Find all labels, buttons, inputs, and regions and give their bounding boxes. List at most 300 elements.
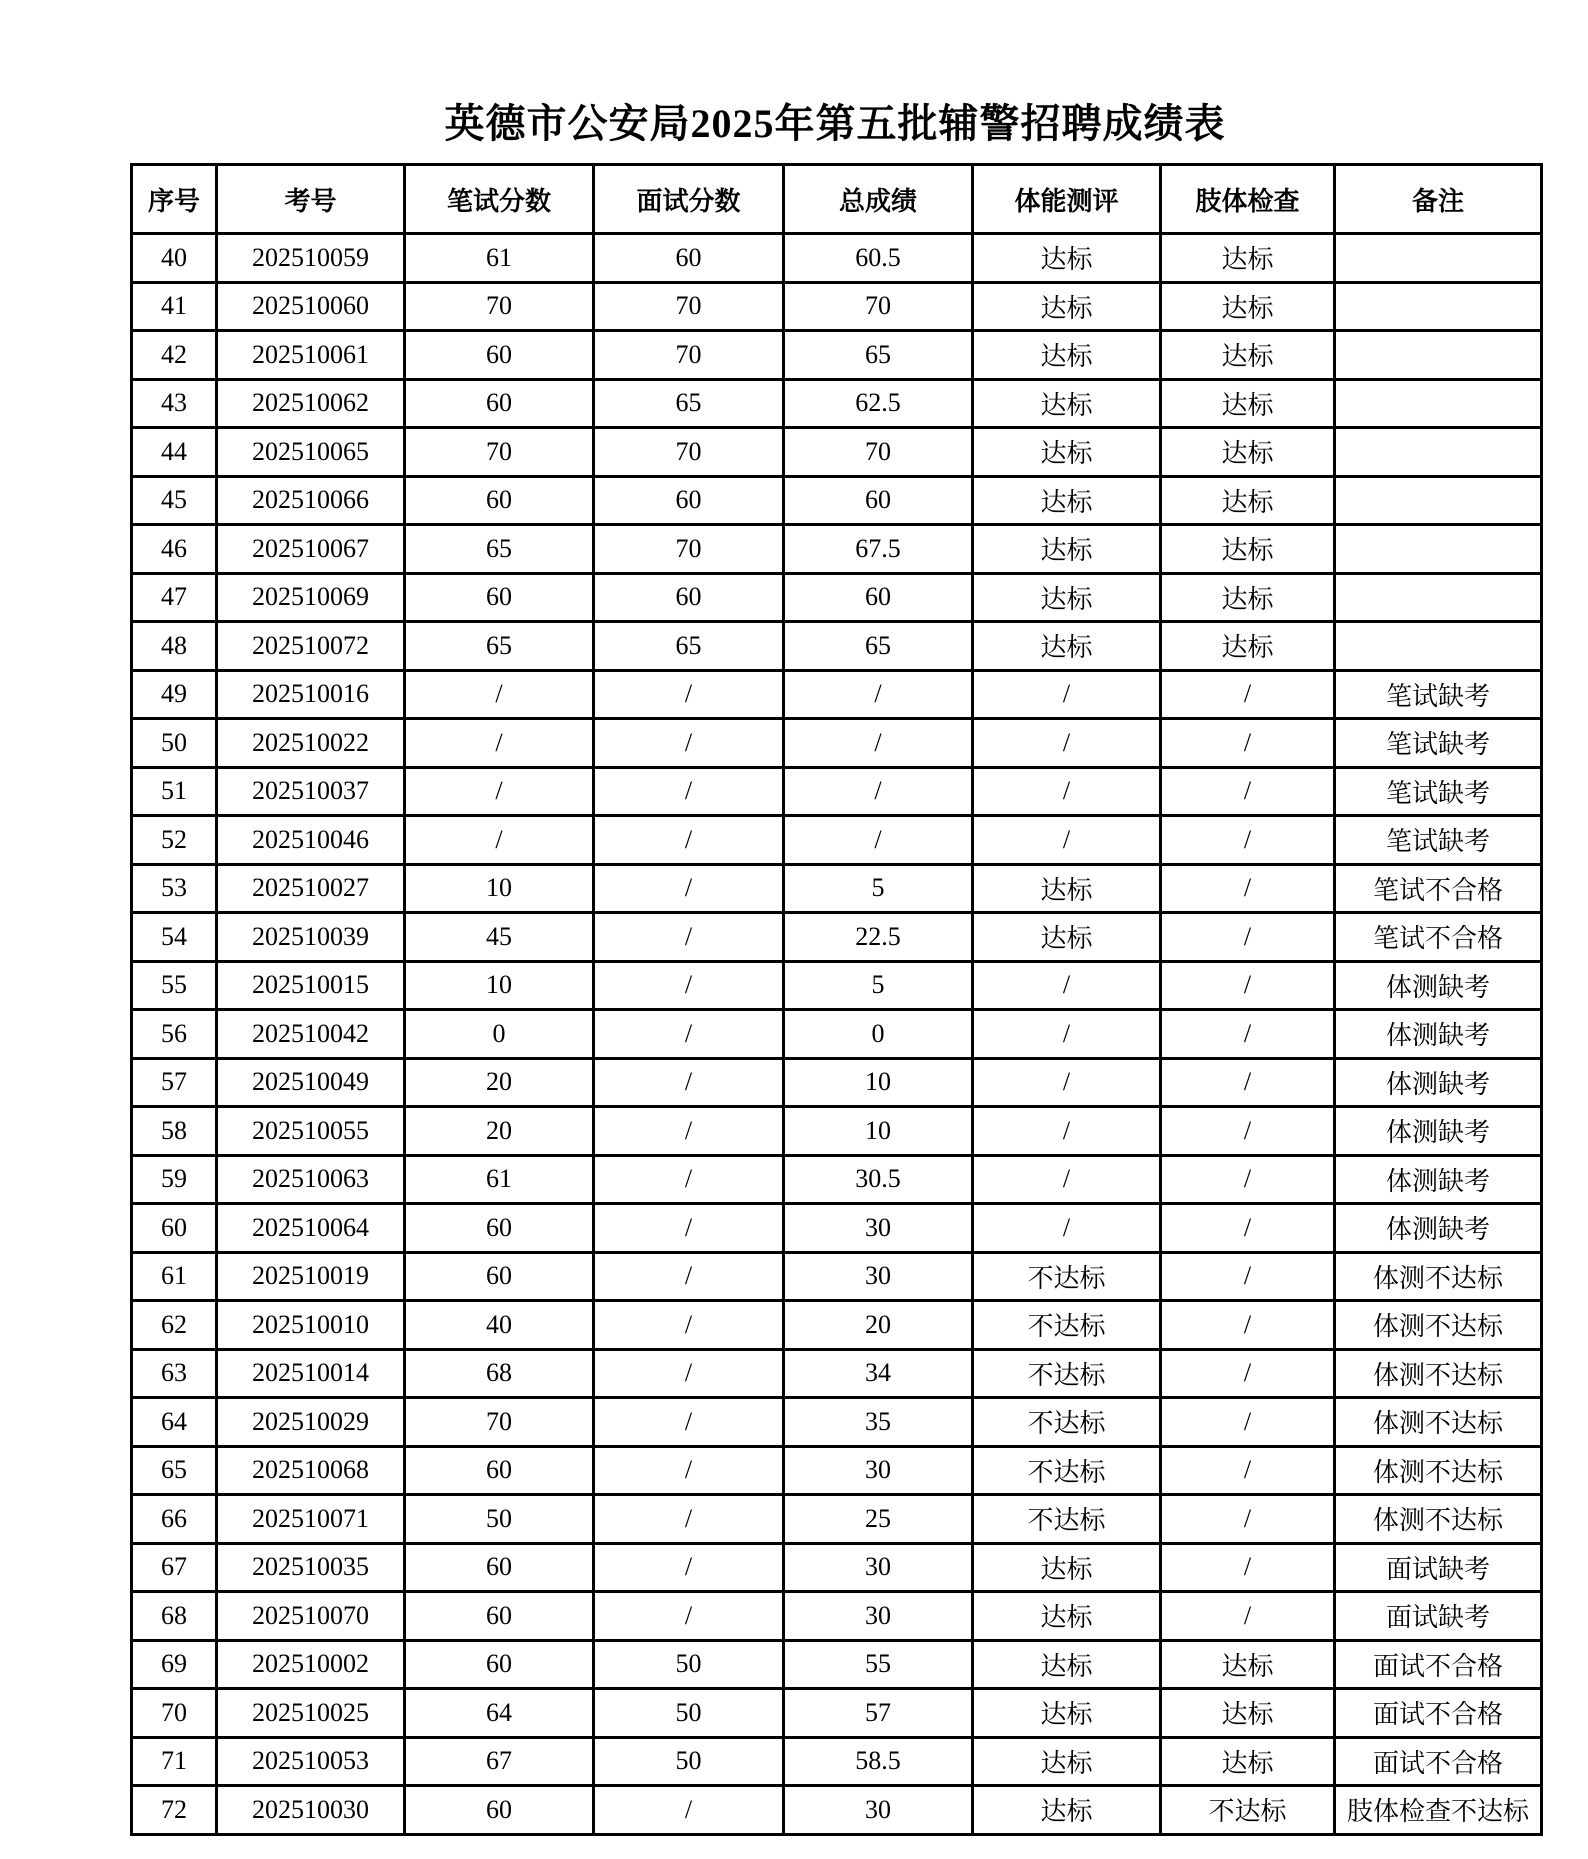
- cell: 202510061: [217, 331, 405, 380]
- cell: 69: [132, 1640, 217, 1689]
- page-title: 英德市公安局2025年第五批辅警招聘成绩表: [444, 101, 1226, 146]
- cell: 65: [405, 525, 594, 574]
- cell: 30: [784, 1252, 973, 1301]
- cell: 49: [132, 670, 217, 719]
- cell: /: [973, 670, 1161, 719]
- cell: 10: [405, 961, 594, 1010]
- cell: 达标: [1161, 234, 1335, 283]
- cell: 肢体检查不达标: [1335, 1786, 1542, 1835]
- cell: 60: [594, 476, 784, 525]
- cell: 202510070: [217, 1592, 405, 1641]
- cell: 不达标: [1161, 1786, 1335, 1835]
- cell: 不达标: [973, 1398, 1161, 1447]
- cell: 56: [132, 1010, 217, 1059]
- cell: 达标: [973, 1640, 1161, 1689]
- table-header: [132, 165, 1542, 234]
- table-row: [132, 1349, 1542, 1398]
- cell: 202510046: [217, 816, 405, 865]
- table-row: [132, 331, 1542, 380]
- cell: 笔试不合格: [1335, 913, 1542, 962]
- cell: /: [594, 1495, 784, 1544]
- cell: 50: [405, 1495, 594, 1544]
- cell: /: [973, 767, 1161, 816]
- cell: 70: [594, 525, 784, 574]
- cell: 不达标: [973, 1349, 1161, 1398]
- cell: 62: [132, 1301, 217, 1350]
- cell: 60: [405, 476, 594, 525]
- cell: 体测缺考: [1335, 1010, 1542, 1059]
- table-row: [132, 816, 1542, 865]
- header-cell-2: 笔试分数: [405, 165, 594, 234]
- cell: 67.5: [784, 525, 973, 574]
- cell: 202510025: [217, 1689, 405, 1738]
- cell: 达标: [973, 1737, 1161, 1786]
- cell: /: [594, 1155, 784, 1204]
- cell: 202510062: [217, 379, 405, 428]
- cell: 65: [132, 1446, 217, 1495]
- cell: 体测不达标: [1335, 1446, 1542, 1495]
- cell: 202510019: [217, 1252, 405, 1301]
- cell: 67: [405, 1737, 594, 1786]
- cell: 体测缺考: [1335, 961, 1542, 1010]
- table-row: [132, 670, 1542, 719]
- cell: 60: [405, 573, 594, 622]
- cell: 30.5: [784, 1155, 973, 1204]
- cell: /: [1161, 1446, 1335, 1495]
- cell: 202510069: [217, 573, 405, 622]
- header-cell-0: 序号: [132, 165, 217, 234]
- table-body: [132, 234, 1542, 1835]
- cell: /: [594, 1349, 784, 1398]
- cell: 60: [405, 331, 594, 380]
- cell: 达标: [973, 234, 1161, 283]
- cell: 达标: [1161, 525, 1335, 574]
- cell: 达标: [1161, 476, 1335, 525]
- cell: 50: [594, 1640, 784, 1689]
- cell: /: [1161, 1010, 1335, 1059]
- cell: /: [784, 767, 973, 816]
- cell: 60: [405, 1252, 594, 1301]
- cell: 202510064: [217, 1204, 405, 1253]
- cell: [1335, 331, 1542, 380]
- table-row: [132, 234, 1542, 283]
- table-row: [132, 476, 1542, 525]
- cell: 67: [132, 1543, 217, 1592]
- cell: /: [594, 767, 784, 816]
- cell: 70: [594, 331, 784, 380]
- cell: 45: [405, 913, 594, 962]
- cell: 48: [132, 622, 217, 671]
- table-row: [132, 1640, 1542, 1689]
- cell: 达标: [973, 1543, 1161, 1592]
- cell: /: [973, 1155, 1161, 1204]
- cell: 64: [132, 1398, 217, 1447]
- cell: 202510015: [217, 961, 405, 1010]
- table-row: [132, 1689, 1542, 1738]
- cell: 34: [784, 1349, 973, 1398]
- cell: 笔试缺考: [1335, 816, 1542, 865]
- table-row: [132, 622, 1542, 671]
- cell: 60: [594, 234, 784, 283]
- cell: /: [1161, 1592, 1335, 1641]
- cell: 60: [405, 1592, 594, 1641]
- cell: 达标: [1161, 282, 1335, 331]
- cell: 65: [784, 331, 973, 380]
- table-row: [132, 1543, 1542, 1592]
- cell: 70: [784, 282, 973, 331]
- cell: 46: [132, 525, 217, 574]
- cell: 22.5: [784, 913, 973, 962]
- cell: 达标: [1161, 379, 1335, 428]
- cell: 5: [784, 961, 973, 1010]
- cell: 50: [132, 719, 217, 768]
- cell: 70: [405, 282, 594, 331]
- cell: 60: [405, 1543, 594, 1592]
- table-row: [132, 1398, 1542, 1447]
- cell: 60.5: [784, 234, 973, 283]
- cell: /: [594, 1301, 784, 1350]
- cell: /: [1161, 816, 1335, 865]
- cell: /: [594, 670, 784, 719]
- cell: /: [784, 816, 973, 865]
- cell: /: [594, 1786, 784, 1835]
- cell: 202510035: [217, 1543, 405, 1592]
- cell: 面试不合格: [1335, 1737, 1542, 1786]
- cell: 30: [784, 1543, 973, 1592]
- table-row: [132, 767, 1542, 816]
- cell: 65: [594, 622, 784, 671]
- table-row: [132, 1592, 1542, 1641]
- cell: 55: [132, 961, 217, 1010]
- cell: /: [594, 816, 784, 865]
- cell: 202510068: [217, 1446, 405, 1495]
- cell: /: [594, 1010, 784, 1059]
- cell: /: [1161, 1204, 1335, 1253]
- cell: 61: [405, 234, 594, 283]
- cell: 不达标: [973, 1446, 1161, 1495]
- cell: 202510060: [217, 282, 405, 331]
- table-row: [132, 1495, 1542, 1544]
- cell: 61: [132, 1252, 217, 1301]
- cell: 202510059: [217, 234, 405, 283]
- cell: 达标: [973, 1689, 1161, 1738]
- cell: [1335, 428, 1542, 477]
- cell: /: [1161, 767, 1335, 816]
- cell: 体测不达标: [1335, 1301, 1542, 1350]
- table-row: [132, 1252, 1542, 1301]
- cell: 0: [405, 1010, 594, 1059]
- cell: /: [784, 719, 973, 768]
- cell: 达标: [973, 331, 1161, 380]
- table-row: [132, 1737, 1542, 1786]
- cell: 60: [405, 1204, 594, 1253]
- cell: /: [1161, 961, 1335, 1010]
- cell: /: [973, 719, 1161, 768]
- cell: 体测缺考: [1335, 1155, 1542, 1204]
- cell: [1335, 234, 1542, 283]
- cell: /: [973, 1010, 1161, 1059]
- cell: 58: [132, 1107, 217, 1156]
- cell: 笔试缺考: [1335, 767, 1542, 816]
- table-row: [132, 282, 1542, 331]
- table-row: [132, 864, 1542, 913]
- cell: /: [973, 1107, 1161, 1156]
- cell: 达标: [1161, 1689, 1335, 1738]
- cell: /: [1161, 864, 1335, 913]
- cell: 40: [132, 234, 217, 283]
- cell: [1335, 379, 1542, 428]
- cell: [1335, 622, 1542, 671]
- header-cell-7: 备注: [1335, 165, 1542, 234]
- cell: 64: [405, 1689, 594, 1738]
- cell: 达标: [1161, 573, 1335, 622]
- cell: 达标: [1161, 428, 1335, 477]
- table-row: [132, 428, 1542, 477]
- cell: 30: [784, 1204, 973, 1253]
- cell: 60: [405, 1640, 594, 1689]
- cell: 30: [784, 1592, 973, 1641]
- cell: 202510071: [217, 1495, 405, 1544]
- cell: 达标: [973, 622, 1161, 671]
- cell: /: [594, 913, 784, 962]
- cell: 70: [405, 428, 594, 477]
- cell: /: [405, 719, 594, 768]
- cell: 65: [594, 379, 784, 428]
- cell: /: [594, 1446, 784, 1495]
- cell: 63: [132, 1349, 217, 1398]
- table-row: [132, 1107, 1542, 1156]
- cell: 72: [132, 1786, 217, 1835]
- cell: 达标: [973, 1786, 1161, 1835]
- cell: 体测不达标: [1335, 1252, 1542, 1301]
- cell: /: [594, 864, 784, 913]
- header-cell-5: 体能测评: [973, 165, 1161, 234]
- cell: 70: [132, 1689, 217, 1738]
- cell: 202510042: [217, 1010, 405, 1059]
- table-row: [132, 1786, 1542, 1835]
- cell: 面试不合格: [1335, 1689, 1542, 1738]
- cell: 202510066: [217, 476, 405, 525]
- cell: /: [594, 1107, 784, 1156]
- table-row: [132, 913, 1542, 962]
- cell: 202510029: [217, 1398, 405, 1447]
- cell: 202510049: [217, 1058, 405, 1107]
- cell: 不达标: [973, 1301, 1161, 1350]
- cell: 面试不合格: [1335, 1640, 1542, 1689]
- cell: 60: [132, 1204, 217, 1253]
- cell: 达标: [1161, 331, 1335, 380]
- cell: 65: [784, 622, 973, 671]
- cell: 面试缺考: [1335, 1592, 1542, 1641]
- cell: [1335, 525, 1542, 574]
- cell: 达标: [973, 525, 1161, 574]
- cell: 43: [132, 379, 217, 428]
- cell: /: [594, 961, 784, 1010]
- cell: 35: [784, 1398, 973, 1447]
- cell: 58.5: [784, 1737, 973, 1786]
- cell: 51: [132, 767, 217, 816]
- table-row: [132, 1204, 1542, 1253]
- cell: 体测不达标: [1335, 1398, 1542, 1447]
- cell: /: [405, 670, 594, 719]
- cell: 体测缺考: [1335, 1204, 1542, 1253]
- cell: /: [1161, 1155, 1335, 1204]
- header-cell-1: 考号: [217, 165, 405, 234]
- cell: [1335, 573, 1542, 622]
- cell: 66: [132, 1495, 217, 1544]
- cell: 70: [594, 282, 784, 331]
- cell: 达标: [1161, 1640, 1335, 1689]
- cell: 达标: [973, 476, 1161, 525]
- cell: 52: [132, 816, 217, 865]
- table-row: [132, 1155, 1542, 1204]
- cell: /: [1161, 913, 1335, 962]
- cell: 47: [132, 573, 217, 622]
- cell: /: [973, 816, 1161, 865]
- cell: 面试缺考: [1335, 1543, 1542, 1592]
- cell: 202510063: [217, 1155, 405, 1204]
- cell: 体测不达标: [1335, 1349, 1542, 1398]
- cell: 30: [784, 1786, 973, 1835]
- cell: 53: [132, 864, 217, 913]
- cell: 10: [784, 1058, 973, 1107]
- cell: 44: [132, 428, 217, 477]
- cell: 笔试缺考: [1335, 719, 1542, 768]
- cell: /: [594, 1592, 784, 1641]
- cell: 60: [405, 379, 594, 428]
- cell: /: [405, 816, 594, 865]
- cell: /: [1161, 1349, 1335, 1398]
- cell: /: [1161, 1058, 1335, 1107]
- cell: 50: [594, 1689, 784, 1738]
- cell: /: [1161, 1495, 1335, 1544]
- cell: 202510067: [217, 525, 405, 574]
- table-row: [132, 719, 1542, 768]
- cell: 60: [784, 476, 973, 525]
- cell: 65: [405, 622, 594, 671]
- cell: 60: [405, 1446, 594, 1495]
- cell: 体测缺考: [1335, 1058, 1542, 1107]
- cell: 68: [405, 1349, 594, 1398]
- cell: /: [594, 1204, 784, 1253]
- cell: 57: [132, 1058, 217, 1107]
- cell: 达标: [973, 1592, 1161, 1641]
- table-row: [132, 525, 1542, 574]
- cell: 不达标: [973, 1252, 1161, 1301]
- cell: /: [594, 1398, 784, 1447]
- cell: 达标: [973, 573, 1161, 622]
- cell: /: [1161, 1301, 1335, 1350]
- cell: 202510055: [217, 1107, 405, 1156]
- cell: 体测不达标: [1335, 1495, 1542, 1544]
- cell: 达标: [973, 428, 1161, 477]
- cell: 达标: [973, 864, 1161, 913]
- cell: 202510053: [217, 1737, 405, 1786]
- cell: 体测缺考: [1335, 1107, 1542, 1156]
- cell: 达标: [973, 379, 1161, 428]
- cell: 41: [132, 282, 217, 331]
- cell: [1335, 282, 1542, 331]
- header-cell-3: 面试分数: [594, 165, 784, 234]
- cell: /: [405, 767, 594, 816]
- cell: /: [594, 719, 784, 768]
- table-row: [132, 1058, 1542, 1107]
- table-row: [132, 1301, 1542, 1350]
- cell: 61: [405, 1155, 594, 1204]
- cell: 202510027: [217, 864, 405, 913]
- cell: 202510072: [217, 622, 405, 671]
- cell: 不达标: [973, 1495, 1161, 1544]
- cell: 62.5: [784, 379, 973, 428]
- cell: 0: [784, 1010, 973, 1059]
- cell: 68: [132, 1592, 217, 1641]
- cell: /: [973, 961, 1161, 1010]
- cell: 60: [405, 1786, 594, 1835]
- cell: [1335, 476, 1542, 525]
- cell: 70: [594, 428, 784, 477]
- table-row: [132, 961, 1542, 1010]
- cell: 30: [784, 1446, 973, 1495]
- cell: 70: [405, 1398, 594, 1447]
- cell: 42: [132, 331, 217, 380]
- cell: 5: [784, 864, 973, 913]
- scores-table: [130, 163, 1543, 1836]
- table-row: [132, 1010, 1542, 1059]
- cell: 25: [784, 1495, 973, 1544]
- table-row: [132, 1446, 1542, 1495]
- cell: 50: [594, 1737, 784, 1786]
- cell: /: [1161, 1107, 1335, 1156]
- cell: /: [1161, 719, 1335, 768]
- cell: /: [594, 1543, 784, 1592]
- cell: /: [784, 670, 973, 719]
- cell: 笔试缺考: [1335, 670, 1542, 719]
- cell: /: [1161, 670, 1335, 719]
- cell: 达标: [973, 282, 1161, 331]
- cell: 54: [132, 913, 217, 962]
- cell: 20: [784, 1301, 973, 1350]
- cell: 71: [132, 1737, 217, 1786]
- header-cell-4: 总成绩: [784, 165, 973, 234]
- cell: 20: [405, 1107, 594, 1156]
- cell: 202510002: [217, 1640, 405, 1689]
- cell: 202510016: [217, 670, 405, 719]
- cell: 202510065: [217, 428, 405, 477]
- cell: 10: [784, 1107, 973, 1156]
- cell: 20: [405, 1058, 594, 1107]
- cell: 202510030: [217, 1786, 405, 1835]
- cell: 60: [594, 573, 784, 622]
- cell: 202510022: [217, 719, 405, 768]
- cell: /: [1161, 1543, 1335, 1592]
- cell: 达标: [1161, 622, 1335, 671]
- cell: 70: [784, 428, 973, 477]
- cell: /: [973, 1204, 1161, 1253]
- cell: 45: [132, 476, 217, 525]
- cell: 笔试不合格: [1335, 864, 1542, 913]
- cell: 55: [784, 1640, 973, 1689]
- cell: 10: [405, 864, 594, 913]
- cell: /: [594, 1252, 784, 1301]
- cell: /: [1161, 1252, 1335, 1301]
- cell: 202510037: [217, 767, 405, 816]
- header-cell-6: 肢体检查: [1161, 165, 1335, 234]
- table-header-row: [132, 165, 1542, 234]
- cell: 202510039: [217, 913, 405, 962]
- table-row: [132, 379, 1542, 428]
- cell: 达标: [1161, 1737, 1335, 1786]
- cell: /: [1161, 1398, 1335, 1447]
